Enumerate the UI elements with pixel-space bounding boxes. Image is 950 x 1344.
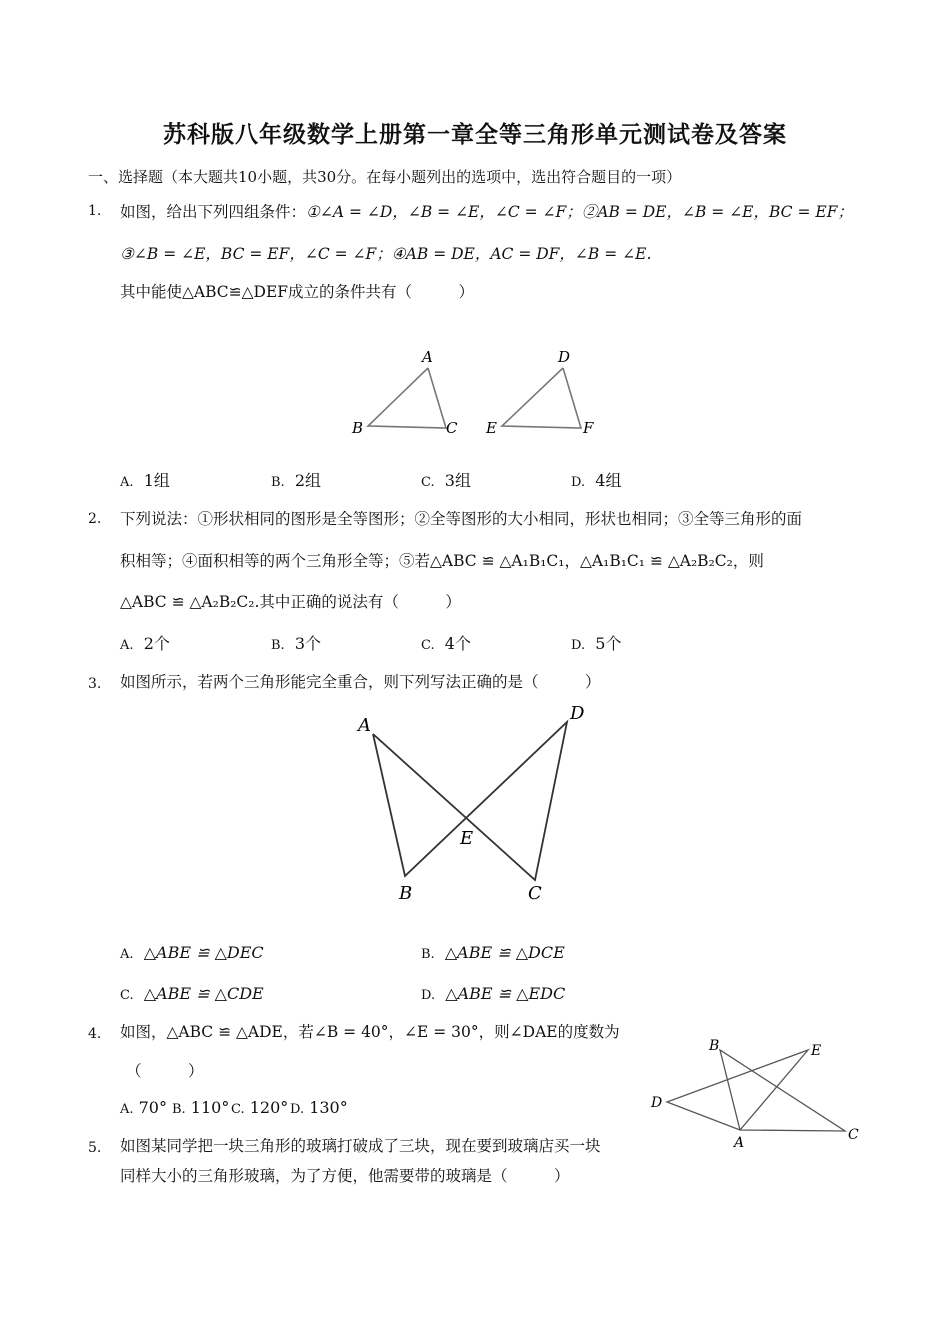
q3-figure-bowtie [350,700,600,910]
vertex-label-c: C [528,883,542,904]
option-b[interactable] [421,943,565,962]
q1-figure-triangles [340,340,610,450]
option-label: B. [421,947,435,962]
question-stem: 如图所示，若两个三角形能完全重合，则下列写法正确的是（ ） [120,673,601,691]
question-number: 1. [88,203,102,219]
option-label: C. [231,1102,245,1117]
vertex-label-e: E [460,828,474,849]
question-stem-line-2: 同样大小的三角形玻璃，为了方便，他需要带的玻璃是（ ） [120,1167,570,1185]
vertex-label-a: A [422,348,433,366]
question-number: 3. [88,676,102,692]
option-label: D. [571,638,586,653]
condition-1: ①∠A = ∠D，∠B = ∠E，∠C = ∠F； [306,203,582,221]
option-label: C. [120,988,134,1003]
option-value: 4组 [595,471,622,490]
option-a[interactable] [120,1098,167,1117]
question-ask: 其中能使△ABC≌△DEF成立的条件共有（ ） [120,283,475,301]
option-label: B. [271,475,285,490]
option-label: D. [421,988,436,1003]
option-label: C. [421,475,435,490]
option-value: △ABE ≌ △DEC [143,943,264,962]
option-value: 70° [138,1098,167,1117]
question-stem-line-2: （ ） [126,1062,204,1080]
option-a[interactable] [120,631,170,654]
option-value: 4个 [444,634,471,653]
vertex-label-c: C [446,419,458,437]
option-value: 130° [309,1098,348,1117]
option-c[interactable] [421,631,471,654]
question-stem-line-3: △ABC ≌ △A₂B₂C₂.其中正确的说法有（ ） [120,593,461,611]
option-d[interactable] [571,468,621,491]
vertex-label-b: B [399,883,413,904]
option-value: 120° [249,1098,289,1117]
option-value: 5个 [595,634,622,653]
vertex-label-e: E [811,1043,822,1059]
option-d[interactable] [290,1098,348,1117]
option-label: A. [120,1102,134,1117]
question-number: 5. [88,1140,102,1156]
option-d[interactable] [571,631,621,654]
option-b[interactable] [271,631,321,654]
condition-4: ④AB = DE，AC = DF，∠B = ∠E. [391,245,652,263]
option-value: △ABE ≌ △EDC [445,984,566,1003]
option-value: 2组 [294,471,322,490]
vertex-label-b: B [709,1038,720,1054]
option-c[interactable] [231,1098,288,1117]
option-a[interactable] [120,943,264,962]
condition-2: ②AB = DE，∠B = ∠E，BC = EF； [581,203,853,221]
option-label: C. [421,638,435,653]
vertex-label-d: D [651,1095,663,1111]
question-stem-line-1: 如图，△ABC ≌ △ADE，若∠B = 40°，∠E = 30°，则∠DAE的度数为 [120,1023,620,1041]
option-value: 1组 [143,471,170,490]
question-stem-line-2: 积相等；④面积相等的两个三角形全等；⑤若△ABC ≌ △A₁B₁C₁，△A₁B₁C₁ ≌ △A₂B₂C₂，则 [120,552,764,570]
vertex-label-a: A [734,1135,745,1151]
condition-3: ③∠B = ∠E，BC = EF，∠C = ∠F； [120,245,392,263]
option-label: D. [290,1102,305,1117]
question-stem-line-1: 如图某同学把一块三角形的玻璃打破成了三块，现在要到玻璃店买一块 [120,1137,601,1155]
vertex-label-d: D [558,348,571,366]
stem-prefix: 如图，给出下列四组条件： [120,203,307,221]
option-value: 110° [190,1098,230,1117]
vertex-label-b: B [352,419,364,437]
vertex-label-d: D [570,703,585,724]
option-a[interactable] [120,468,170,491]
option-value: △ABE ≌ △CDE [143,984,264,1003]
question-number: 4. [88,1026,102,1042]
conditions-row-2 [120,243,651,265]
vertex-label-c: C [848,1127,859,1143]
page-title: 苏科版八年级数学上册第一章全等三角形单元测试卷及答案 [163,122,787,148]
option-label: B. [172,1102,186,1117]
vertex-label-e: E [486,419,497,437]
vertex-label-f: F [583,419,594,437]
option-b[interactable] [271,468,321,491]
question-number: 2. [88,511,102,527]
option-d[interactable] [421,984,565,1003]
option-c[interactable] [120,984,264,1003]
option-value: 3组 [444,471,471,490]
option-b[interactable] [172,1098,229,1117]
option-label: A. [120,947,134,962]
vertex-label-a: A [358,715,371,736]
q4-figure-triangles [645,1030,870,1155]
option-value: 3个 [294,634,322,653]
option-value: 2个 [143,634,170,653]
option-label: D. [571,475,586,490]
option-label: B. [271,638,285,653]
question-stem-line-1: 下列说法：①形状相同的图形是全等图形；②全等图形的大小相同，形状也相同；③全等三角形的面 [120,510,803,528]
option-label: A. [120,638,134,653]
question-stem [120,201,853,223]
option-value: △ABE ≌ △DCE [444,943,565,962]
section-heading: 一、选择题（本大题共10小题，共30分。在每小题列出的选项中，选出符合题目的一项） [88,168,682,186]
option-c[interactable] [421,468,471,491]
option-label: A. [120,475,134,490]
